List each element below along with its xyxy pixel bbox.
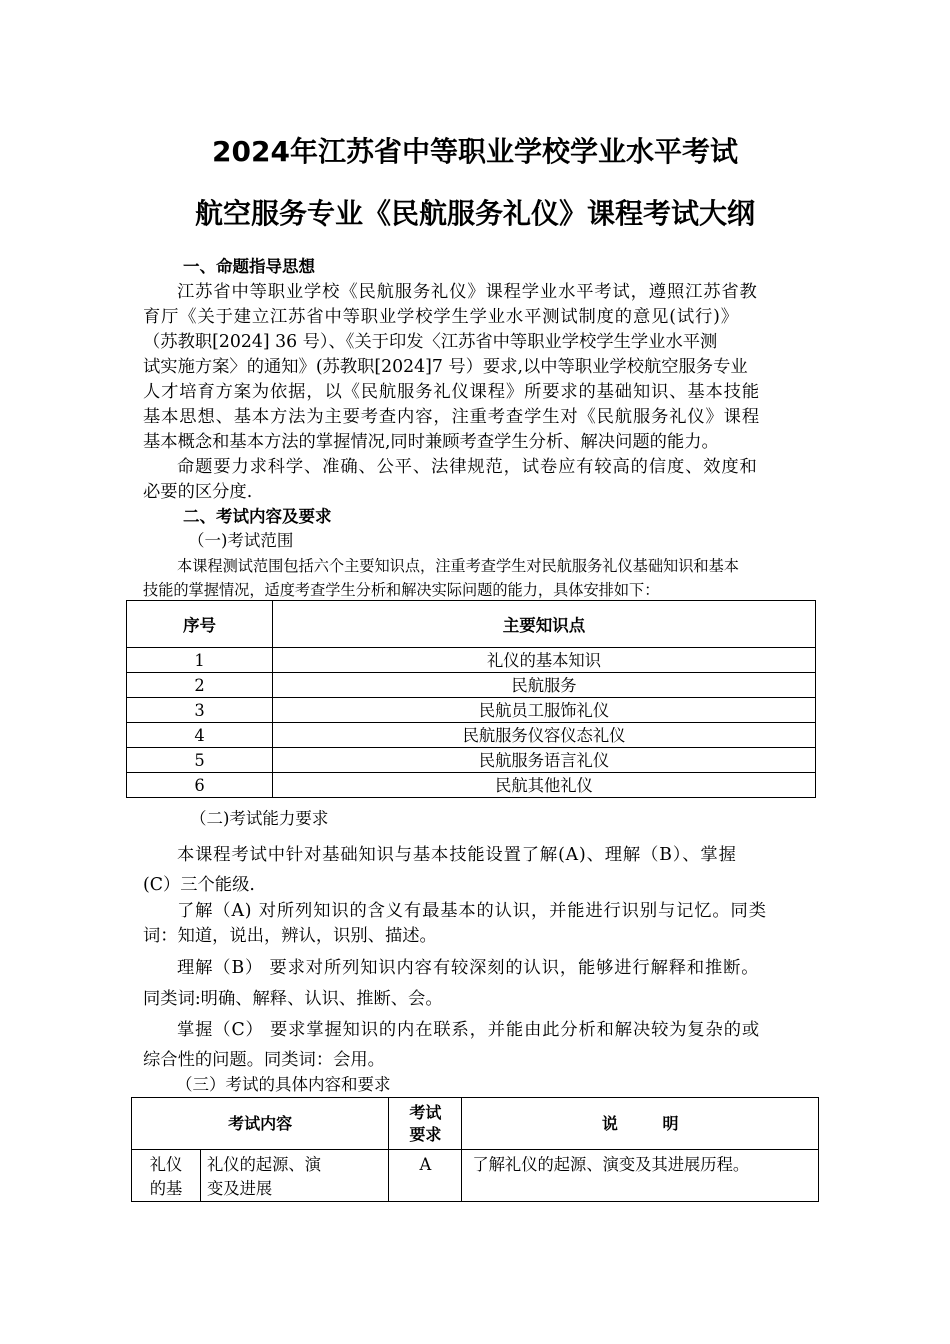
table-row	[132, 1150, 819, 1202]
table-row	[127, 748, 816, 773]
s2-intro-line-2: 技能的掌握情况，适度考查学生分析和解决实际问题的能力，具体安排如下：	[143, 581, 660, 599]
row-index: 5	[127, 748, 273, 773]
row-knowledge: 民航服务语言礼仪	[273, 748, 816, 773]
section-1-heading: 一、命题指导思想	[183, 257, 315, 276]
table-row	[127, 723, 816, 748]
exam-content-table	[131, 1097, 819, 1202]
col-header-content: 考试内容	[132, 1098, 389, 1150]
row-knowledge: 民航员工服饰礼仪	[273, 698, 816, 723]
title-line-2: 航空服务专业《民航服务礼仪》课程考试大纲	[194, 197, 755, 230]
s1-para1-line-1: 江苏省中等职业学校《民航服务礼仪》课程学业水平考试，遵照江苏省教	[177, 282, 758, 302]
table-header-row	[132, 1098, 819, 1150]
table-row	[127, 773, 816, 798]
row-index: 2	[127, 673, 273, 698]
s1-para1-line-2: 育厅《关于建立江苏省中等职业学校学生学业水平测试制度的意见(试行)》	[143, 307, 739, 327]
subsection-2-heading: （二)考试能力要求	[190, 809, 329, 828]
row-index: 4	[127, 723, 273, 748]
row-level: A	[389, 1150, 462, 1202]
table-row	[127, 698, 816, 723]
table-row	[127, 673, 816, 698]
table-header-row	[127, 601, 816, 648]
s1-para1-line-6: 基本思想、基本方法为主要考查内容，注重考查学生对《民航服务礼仪》课程	[143, 407, 760, 427]
row-knowledge: 民航服务仪容仪态礼仪	[273, 723, 816, 748]
ability-p2-line-2: 词：知道，说出，辨认，识别、描述。	[143, 926, 437, 946]
knowledge-points-table	[126, 600, 816, 798]
row-knowledge: 民航服务	[273, 673, 816, 698]
table-row	[127, 648, 816, 673]
row-index: 1	[127, 648, 273, 673]
ability-p3-line-1: 理解（B） 要求对所列知识内容有较深刻的认识，能够进行解释和推断。	[177, 958, 760, 978]
row-index: 3	[127, 698, 273, 723]
s1-para1-line-5: 人才培育方案为依据，以《民航服务礼仪课程》所要求的基础知识、基本技能	[143, 382, 760, 402]
ability-p4-line-1: 掌握（C） 要求掌握知识的内在联系，并能由此分析和解决较为复杂的或	[177, 1020, 760, 1040]
s1-para1-line-7: 基本概念和基本方法的掌握情况,同时兼顾考查学生分析、解决问题的能力。	[143, 432, 719, 452]
col-header-index: 序号	[127, 601, 273, 648]
section-2-heading: 二、考试内容及要求	[183, 507, 332, 526]
col-header-level: 考试 要求	[389, 1098, 462, 1150]
title-line-1: 2024年江苏省中等职业学校学业水平考试	[212, 135, 738, 168]
row-knowledge: 民航其他礼仪	[273, 773, 816, 798]
s1-para2-line-2: 必要的区分度.	[143, 482, 253, 502]
ability-p4-line-2: 综合性的问题。同类词：会用。	[143, 1050, 385, 1070]
subsection-1-heading: （一)考试范围	[188, 531, 294, 550]
col-header-notes: 说 明	[462, 1098, 819, 1150]
ability-p3-line-2: 同类词:明确、解释、认识、推断、会。	[143, 989, 443, 1009]
s1-para1-line-3: （苏教职[2024] 36 号）、《关于印发〈江苏省中等职业学校学生学业水平测	[143, 332, 718, 352]
col-header-knowledge: 主要知识点	[273, 601, 816, 648]
s1-para1-line-4: 试实施方案〉的通知》(苏教职[2024]7 号）要求,以中等职业学校航空服务专业	[143, 357, 748, 377]
s1-para2-line-1: 命题要力求科学、准确、公平、法律规范，试卷应有较高的信度、效度和	[177, 457, 758, 477]
row-item: 礼仪的起源、演 变及进展	[201, 1150, 389, 1202]
ability-p2-line-1: 了解（A) 对所列知识的含义有最基本的认识，并能进行识别与记忆。同类	[177, 901, 767, 921]
ability-p1-line-1: 本课程考试中针对基础知识与基本技能设置了解(A)、理解（B）、掌握	[177, 845, 737, 865]
row-description: 了解礼仪的起源、演变及其进展历程。	[462, 1150, 819, 1202]
row-category: 礼仪 的基	[132, 1150, 201, 1202]
row-knowledge: 礼仪的基本知识	[273, 648, 816, 673]
ability-p1-line-2: (C）三个能级.	[143, 875, 255, 895]
row-index: 6	[127, 773, 273, 798]
subsection-3-heading: （三）考试的具体内容和要求	[176, 1075, 391, 1094]
s2-intro-line-1: 本课程测试范围包括六个主要知识点，注重考查学生对民航服务礼仪基础知识和基本	[177, 557, 739, 575]
